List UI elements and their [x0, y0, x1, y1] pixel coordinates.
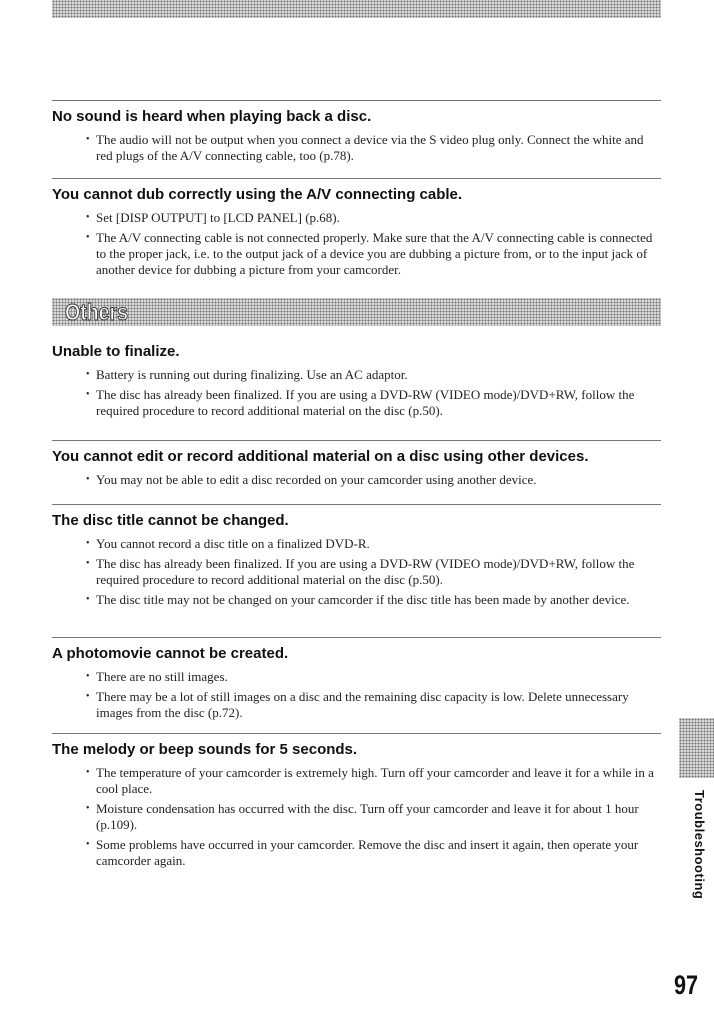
header-pattern-bar	[52, 0, 661, 18]
section-heading: Unable to finalize.	[52, 343, 180, 360]
divider	[52, 440, 661, 441]
bullet-item: • There may be a lot of still images on a disc and the remaining disc capacity is low. Delete unnecessary images from the disc (p.72).	[86, 689, 661, 721]
side-tab-pattern	[679, 718, 714, 778]
divider	[52, 733, 661, 734]
section-no-sound	[52, 100, 661, 168]
bullet-item: • There are no still images.	[86, 669, 661, 685]
bullet-item: • You cannot record a disc title on a finalized DVD-R.	[86, 536, 661, 552]
section-heading: The disc title cannot be changed.	[52, 512, 289, 529]
section-finalize	[52, 343, 661, 423]
divider	[52, 100, 661, 101]
divider	[52, 178, 661, 179]
bullet-item: • The audio will not be output when you connect a device via the S video plug only. Connect the white and red plugs of the A/V connecting cable, too (p.78).	[86, 132, 661, 164]
bullet-item: • The disc title may not be changed on your camcorder if the disc title has been made by another device.	[86, 592, 661, 608]
others-banner	[52, 298, 661, 326]
bullet-item: • The disc has already been finalized. If you are using a DVD-RW (VIDEO mode)/DVD+RW, follow the required procedure to record additional material on the disc (p.50).	[86, 387, 661, 419]
divider	[52, 504, 661, 505]
bullet-item: • Moisture condensation has occurred with the disc. Turn off your camcorder and leave it for about 1 hour (p.109).	[86, 801, 661, 833]
others-banner-label: Others	[65, 299, 129, 325]
section-heading: The melody or beep sounds for 5 seconds.	[52, 741, 358, 758]
bullet-item: • Some problems have occurred in your camcorder. Remove the disc and insert it again, then operate your camcorder again.	[86, 837, 661, 869]
section-disc-title	[52, 504, 661, 612]
side-tab-label: Troubleshooting	[692, 790, 707, 900]
section-photomovie	[52, 637, 661, 725]
section-heading: You cannot dub correctly using the A/V connecting cable.	[52, 186, 463, 203]
section-melody-beep	[52, 733, 661, 873]
bullet-item: • You may not be able to edit a disc recorded on your camcorder using another device.	[86, 472, 661, 488]
section-heading: No sound is heard when playing back a disc.	[52, 108, 372, 125]
divider	[52, 637, 661, 638]
side-tab	[679, 790, 709, 940]
bullet-item: • The temperature of your camcorder is extremely high. Turn off your camcorder and leave it for a while in a cool place.	[86, 765, 661, 797]
section-heading: You cannot edit or record additional material on a disc using other devices.	[52, 448, 589, 465]
section-dub	[52, 178, 661, 282]
bullet-item: • Set [DISP OUTPUT] to [LCD PANEL] (p.68).	[86, 210, 661, 226]
section-heading: A photomovie cannot be created.	[52, 645, 289, 662]
page-number: 97	[674, 970, 699, 1000]
bullet-item: • The disc has already been finalized. If you are using a DVD-RW (VIDEO mode)/DVD+RW, follow the required procedure to record additional material on the disc (p.50).	[86, 556, 661, 588]
bullet-item: • The A/V connecting cable is not connected properly. Make sure that the A/V connecting cable is connected to the proper jack, i.e. to the output jack of a device you are dubbing a picture from, or to the input jack of another device for dubbing a picture from your camcorder.	[86, 230, 661, 278]
section-edit-other-devices	[52, 440, 661, 492]
bullet-item: • Battery is running out during finalizing. Use an AC adaptor.	[86, 367, 661, 383]
